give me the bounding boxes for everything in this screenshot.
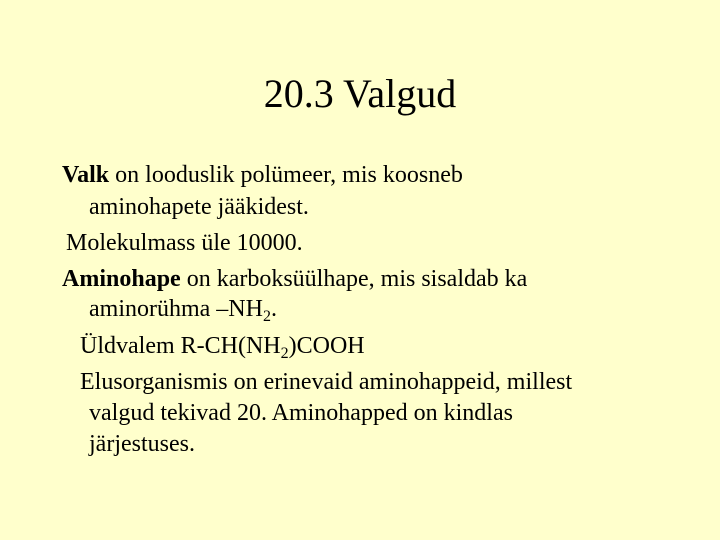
paragraph-elusorganismis-line-2: valgud tekivad 20. Aminohapped on kindlas bbox=[89, 400, 513, 426]
paragraph-uldvalem bbox=[80, 330, 365, 362]
period: . bbox=[270, 296, 277, 322]
term-aminohape: Aminohape bbox=[62, 266, 181, 292]
slide-title: 20.3 Valgud bbox=[263, 71, 457, 116]
subscript-2: 2 bbox=[262, 308, 271, 325]
term-valk: Valk bbox=[62, 162, 110, 188]
aminohape-definition: on karboksüülhape, mis sisaldab ka bbox=[180, 266, 528, 292]
paragraph-valk-line-1 bbox=[62, 159, 463, 191]
paragraph-elusorganismis-line-3: järjestuses. bbox=[89, 431, 195, 457]
formula-prefix: Üldvalem R-CH(NH bbox=[80, 333, 281, 359]
valk-definition: on looduslik polümeer, mis koosneb bbox=[109, 162, 463, 188]
paragraph-aminohape-line-1 bbox=[62, 263, 527, 295]
paragraph-aminohape-line-2 bbox=[89, 293, 277, 325]
formula-suffix: )COOH bbox=[288, 333, 365, 359]
paragraph-valk-line-2: aminohapete jääkidest. bbox=[89, 194, 309, 220]
formula-subscript-2: 2 bbox=[280, 345, 289, 362]
aminorühm-text: aminorühma –NH bbox=[89, 296, 263, 322]
paragraph-elusorganismis-line-1: Elusorganismis on erinevaid aminohappeid, millest bbox=[80, 369, 573, 395]
paragraph-molekulmass: Molekulmass üle 10000. bbox=[66, 230, 303, 256]
